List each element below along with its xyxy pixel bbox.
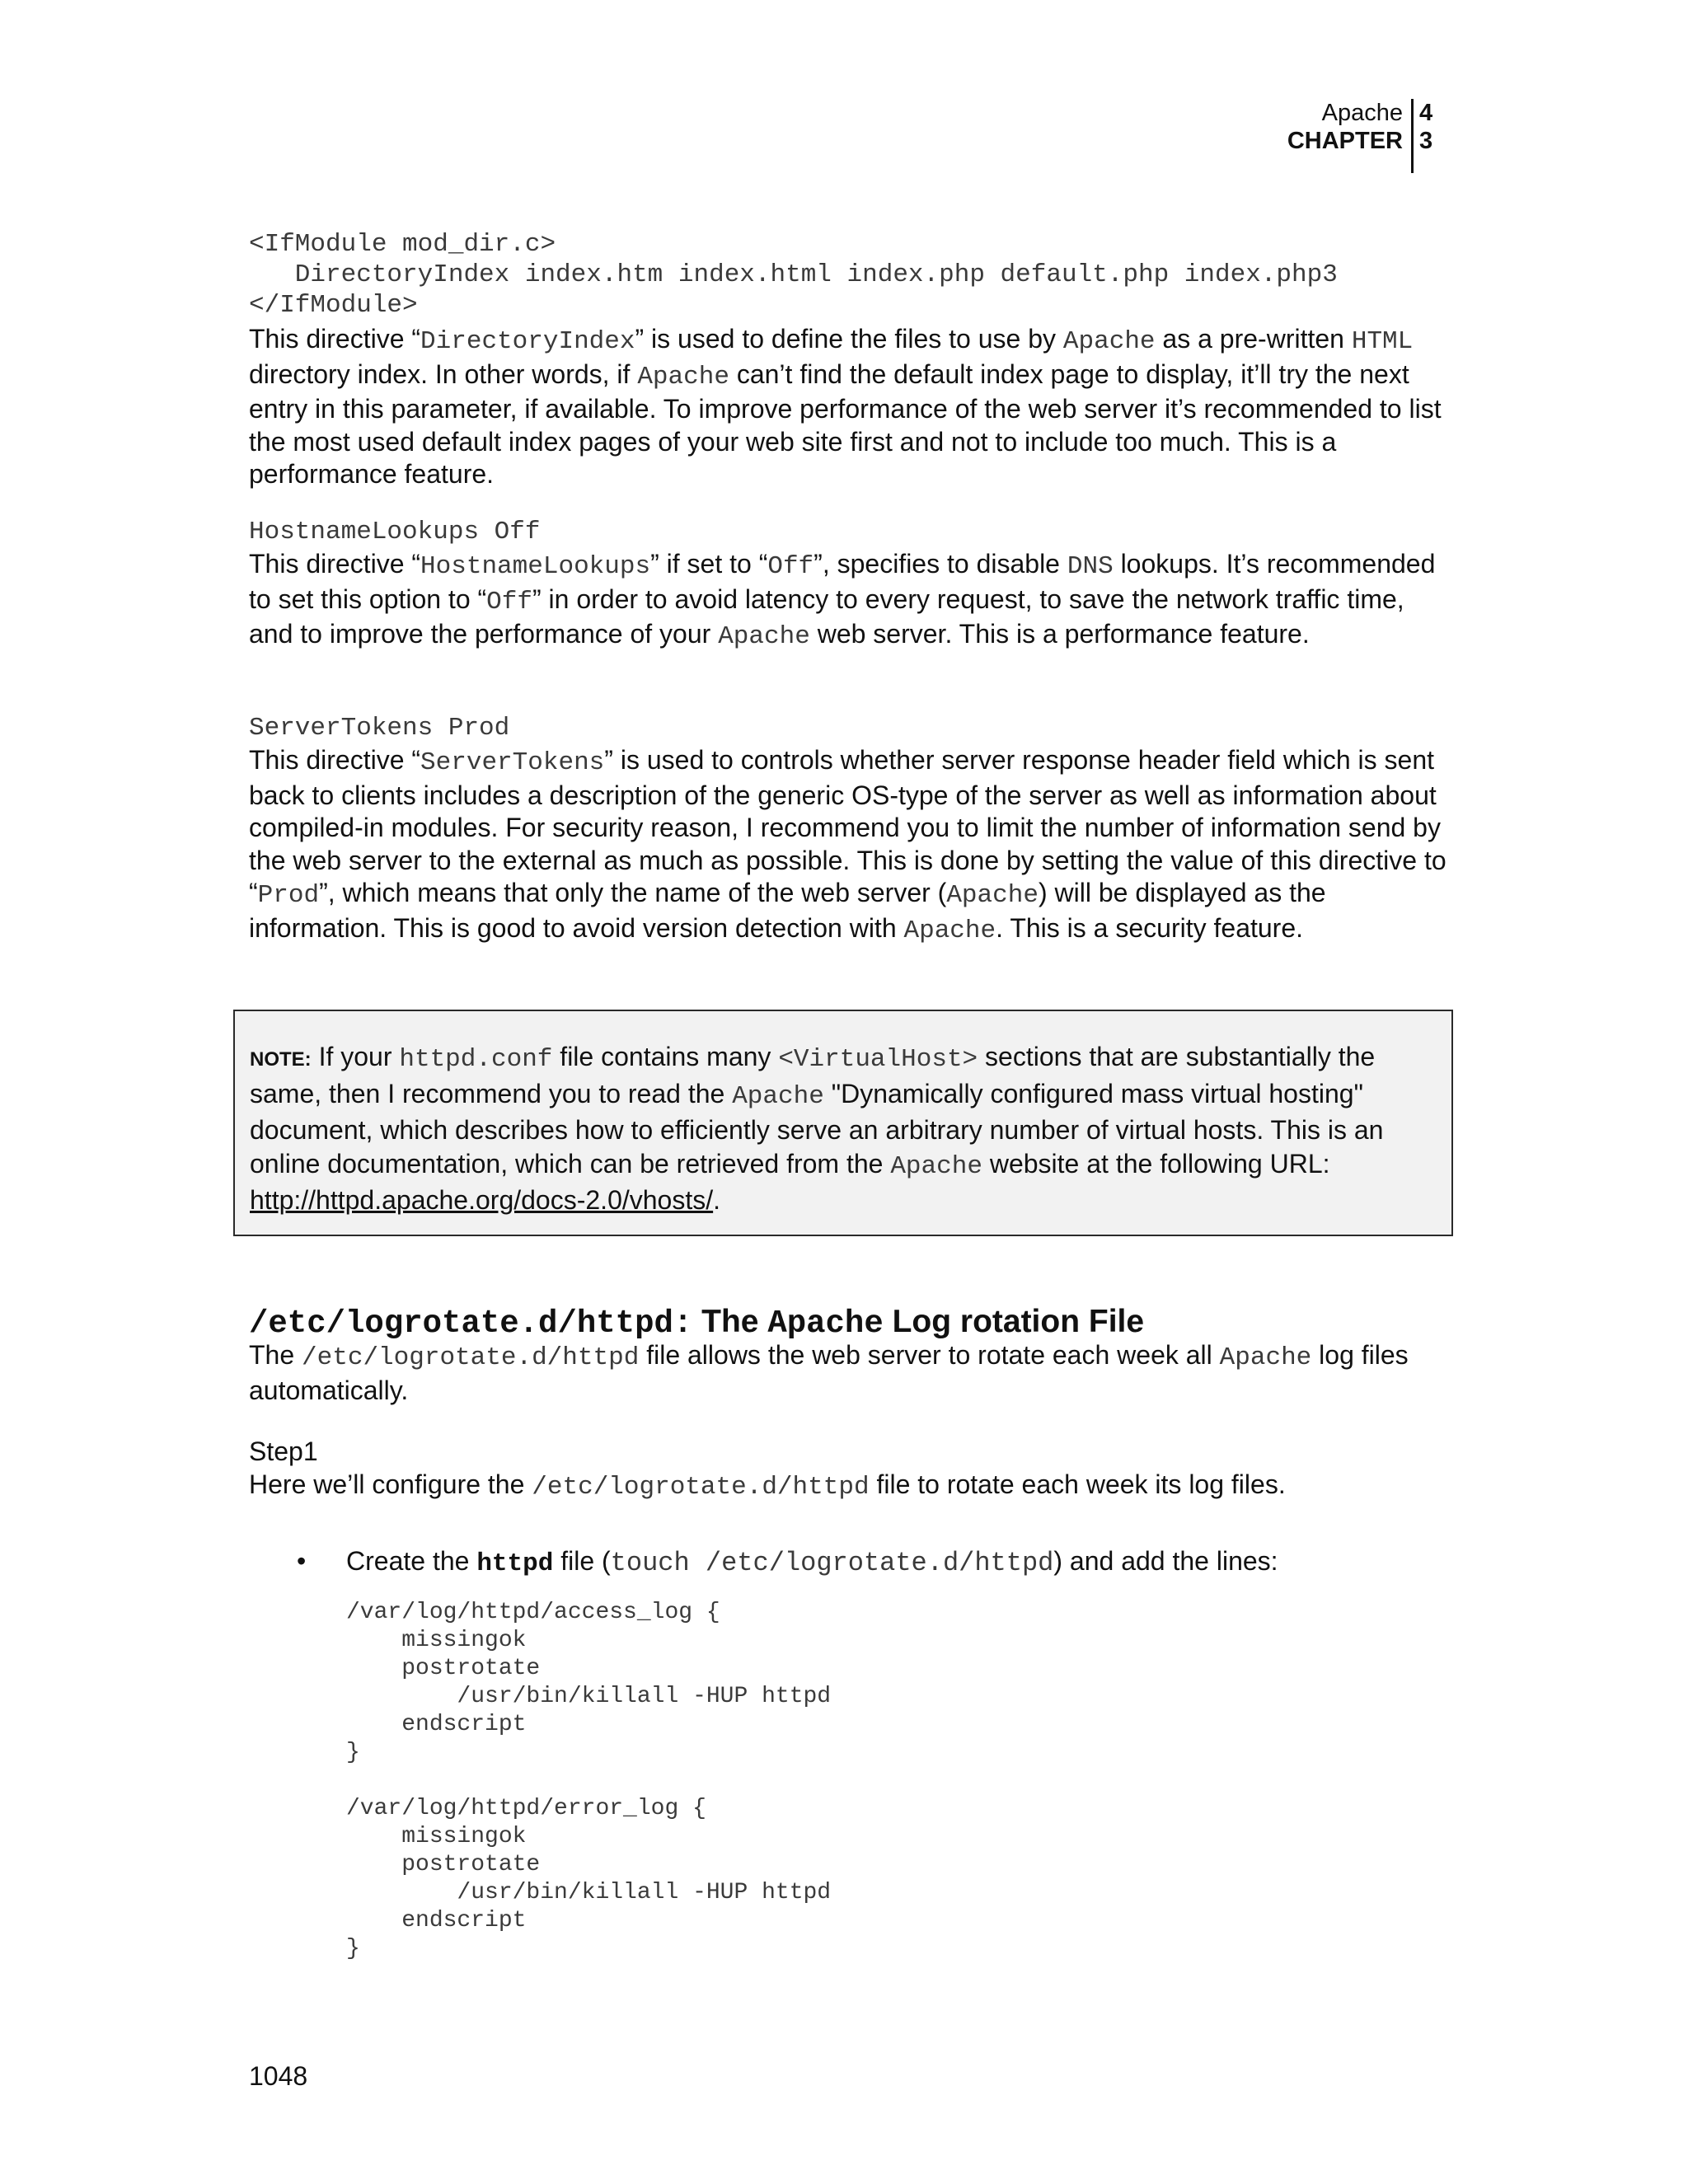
code-line: <IfModule mod_dir.c>	[249, 230, 556, 259]
code-line: }	[346, 1936, 360, 1961]
section-heading-logrotate: /etc/logrotate.d/httpd: The Apache Log rotation File	[249, 1304, 1145, 1342]
paragraph-hostnamelookups: This directive “HostnameLookups” if set to “Off”, specifies to disable DNS lookups. It’s recommended to set this option to “Off” in order to avoid latency to every request, to save the network traffic time, and to improve the performance of your Apache web server. This is a performance feature.	[249, 549, 1436, 651]
note-label: NOTE:	[250, 1048, 312, 1071]
header-divider	[1411, 99, 1414, 173]
code-line: /usr/bin/killall -HUP httpd	[346, 1880, 832, 1905]
code-line: /usr/bin/killall -HUP httpd	[346, 1684, 832, 1709]
code-line: /var/log/httpd/access_log {	[346, 1600, 720, 1625]
page-number: 1048	[249, 2061, 308, 2091]
note-box	[233, 1010, 1453, 1236]
code-line: </IfModule>	[249, 291, 418, 320]
code-line: DirectoryIndex index.htm index.html index.php default.php index.php3	[249, 260, 1338, 289]
code-line: endscript	[346, 1908, 527, 1933]
paragraph-logrotate-intro: The /etc/logrotate.d/httpd file allows the web server to rotate each week all Apache log files automatically.	[249, 1340, 1409, 1405]
header-chapter-label: CHAPTER	[1287, 128, 1403, 154]
code-line: missingok	[346, 1628, 527, 1653]
vhosts-docs-link[interactable]: http://httpd.apache.org/docs-2.0/vhosts/	[250, 1185, 714, 1215]
note-text: NOTE: If your httpd.conf file contains many <VirtualHost> sections that are substantially the same, then I recommend you to read the Apache "Dynamically configured mass virtual hosting" document, which describes how to efficiently serve an arbitrary number of virtual hosts. This is an online documentation, which can be retrieved from the Apache website at the following URL: http://httpd.apache.org/docs-2.0/vhosts/.	[250, 1042, 1384, 1215]
header-title: Apache	[1321, 100, 1403, 126]
code-line: endscript	[346, 1712, 527, 1737]
header-number-bottom: 3	[1419, 128, 1433, 154]
code-line-servertokens: ServerTokens Prod	[249, 714, 510, 743]
bullet-instruction: Create the httpd file (touch /etc/logrotate.d/httpd) and add the lines:	[346, 1546, 1278, 1578]
code-line-hostname: HostnameLookups Off	[249, 518, 541, 546]
code-line: /var/log/httpd/error_log {	[346, 1796, 706, 1821]
paragraph-directoryindex: This directive “DirectoryIndex” is used to define the files to use by Apache as a pre-written HTML directory index. In other words, if Apache can’t find the default index page to display, it’ll try the next entry in this parameter, if available. To improve performance of the web server it’s recommended to list the most used default index pages of your web site first and not to include too much. This is a performance feature.	[249, 324, 1442, 489]
header-number-top: 4	[1419, 100, 1433, 126]
code-line: }	[346, 1740, 360, 1765]
code-line: missingok	[346, 1824, 527, 1849]
step-label: Step1	[249, 1436, 318, 1466]
paragraph-step1: Here we’ll configure the /etc/logrotate.d/httpd file to rotate each week its log files.	[249, 1469, 1286, 1502]
code-line: postrotate	[346, 1656, 541, 1681]
code-line: postrotate	[346, 1852, 541, 1877]
paragraph-servertokens: This directive “ServerTokens” is used to controls whether server response header field which is sent back to clients includes a description of the generic OS-type of the server as well as information about compiled-in modules. For security reason, I recommend you to limit the number of information send by the web server to the external as much as possible. This is done by setting the value of this directive to “Prod”, which means that only the name of the web server (Apache) will be displayed as the information. This is good to avoid version detection with Apache. This is a security feature.	[249, 745, 1447, 945]
bullet-icon: •	[297, 1546, 307, 1576]
